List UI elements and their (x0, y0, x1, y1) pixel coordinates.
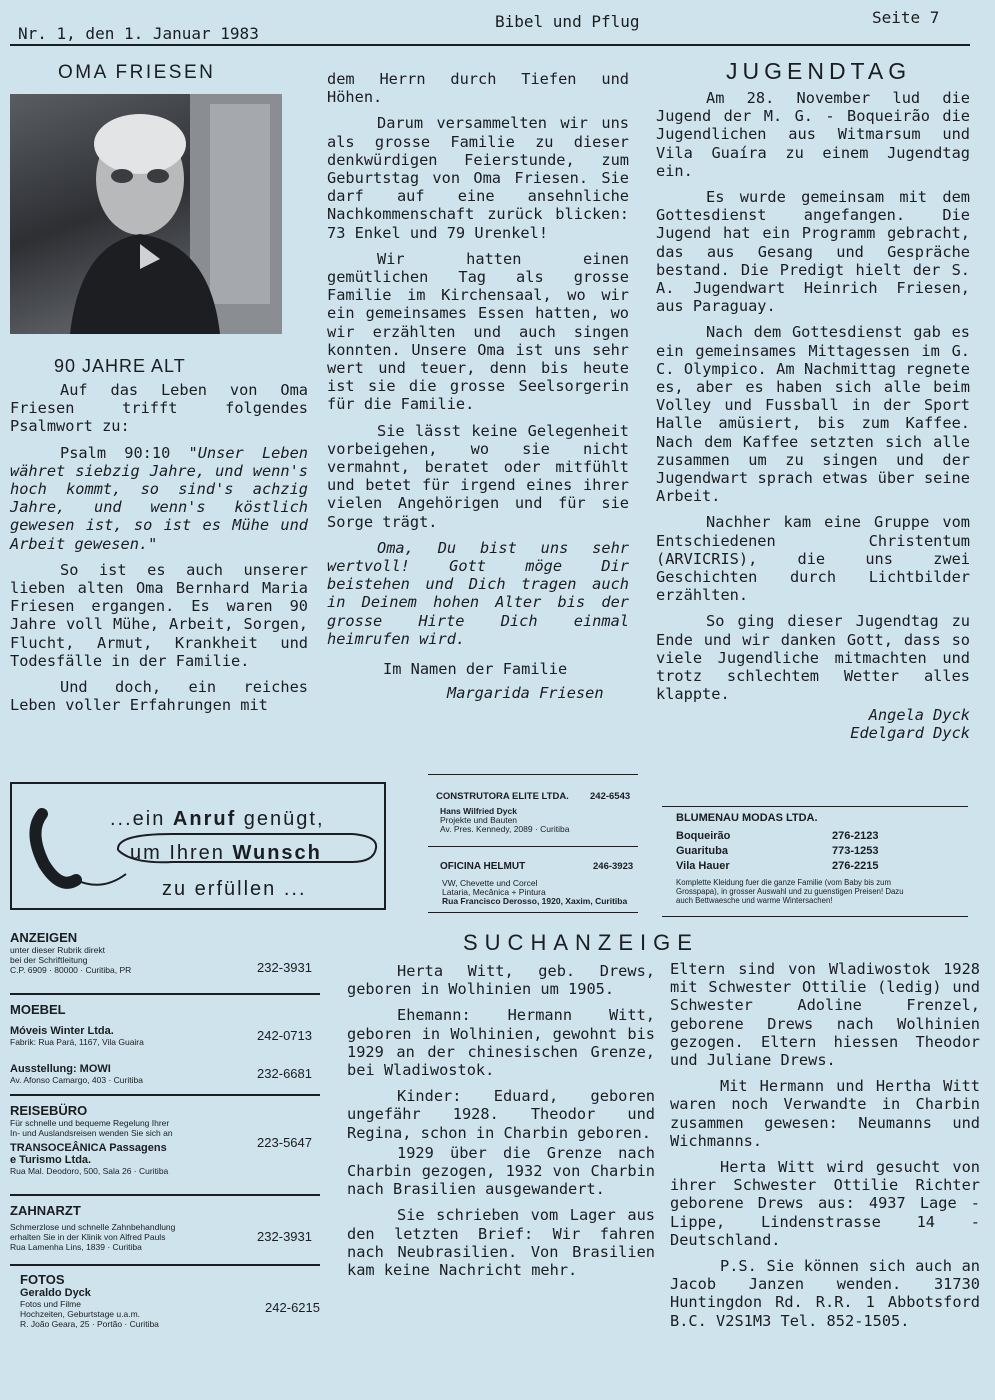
oma-column-1 (10, 62, 308, 714)
oma-column-2 (327, 70, 629, 702)
header-rule (10, 44, 970, 46)
blumenau-name: BLUMENAU MODAS LTDA. (676, 812, 818, 824)
dir-reise-title: REISEBÜRO (10, 1103, 88, 1118)
page-number: Seite 7 (872, 8, 940, 27)
construtora-mid-rule (428, 846, 638, 847)
blumenau-row-2 (676, 845, 932, 857)
oma-subheading: 90 JAHRE ALT (54, 356, 186, 376)
construtora-bottom-rule (428, 912, 638, 913)
dir-zahnarzt-title: ZAHNARZT (10, 1203, 81, 1218)
blumenau-note: Komplette Kleidung fuer die ganze Familie (vom Baby bis zum Grosspapa), in grosser Auswahl und zu guenstigen Preisen! Dazu auch Bettwaesche und warme Wintersachen! (676, 878, 904, 905)
dir-reise-name-1: TRANSOCEÂNICA Passagens (10, 1142, 167, 1154)
dir-moebel-title: MOEBEL (10, 1002, 66, 1017)
dir-reise-phone: 223-5647 (257, 1135, 312, 1150)
oma-photo (10, 94, 282, 334)
jugendtag-paragraph-2: Es wurde gemeinsam mit dem Gottesdienst angefangen. Die Jugend hat ein Programm gebracht, das aus Gesang und Gespräche bestand. Die Predigt hielt der S. A. Jugendwart Heinrich Friesen, aus Paraguay. (656, 188, 970, 316)
blumenau-place-2: Guarituba (676, 845, 728, 857)
jugendtag-paragraph-5: So ging dieser Jugendtag zu Ende und wir danken Gott, dass so viele Jugendliche mitmachten und trotz schlechtem Wetter alles klappte. (656, 612, 970, 704)
oficina-line-1: VW, Chevette und Corcel (442, 878, 538, 888)
suchanzeige-column-1 (347, 962, 655, 1281)
oma-heading: OMA FRIESEN (58, 62, 216, 83)
dir-reise (10, 1103, 320, 1203)
dir-fotos-l2: Hochzeiten, Geburtstage u.a.m. (20, 1309, 141, 1319)
blumenau-ad (662, 800, 968, 918)
anruf-line-1-c: genügt, (236, 808, 325, 830)
dir-anzeigen-title: ANZEIGEN (10, 930, 78, 945)
such-paragraph-1: Herta Witt, geb. Drews, geboren in Wolhinien um 1905. (347, 962, 655, 999)
anruf-line-1 (110, 808, 325, 831)
dir-moebel-entry-1-phone: 242-0713 (257, 1028, 312, 1043)
such-paragraph-6: Eltern sind von Wladiwostok 1928 mit Schwester Ottilie (ledig) und Schwester Adoline Frenzel, geborene Drews nach Wolhinien gezogen. Eltern hiessen Theodor und Juliane Drews. (670, 960, 980, 1070)
dir-rule-3 (10, 1194, 320, 1196)
blumenau-place-1: Boqueirão (676, 830, 731, 842)
construtora-line-2: Projekte und Bauten (440, 815, 518, 825)
dir-moebel-entry-2-address: Av. Afonso Camargo, 403 · Curitiba (10, 1075, 143, 1085)
anruf-line-2-b: Wunsch (232, 842, 322, 864)
jugendtag-paragraph-1: Am 28. November lud die Jugend der M. G. - Boqueirão die Jugendlichen aus Witmarsum und Vila Guaíra zu einem Jugendtag ein. (656, 89, 970, 180)
psalm-reference: Psalm 90:10 (60, 443, 171, 462)
jugendtag-heading: JUGENDTAG (726, 58, 912, 84)
dir-fotos-l1: Fotos und Filme (20, 1299, 81, 1309)
dir-moebel (10, 1002, 320, 1102)
construtora-name: CONSTRUTORA ELITE LTDA. (436, 791, 569, 802)
such-paragraph-8: Herta Witt wird gesucht von ihrer Schwester Ottilie Richter geborene Drews aus: 4937 Lage - Lippe, Lindenstrasse 14 - Deutschland. (670, 1158, 980, 1249)
such-paragraph-3: Kinder: Eduard, geboren ungefähr 1928. Theodor und Regina, schon in Charbin geboren. (347, 1087, 655, 1142)
oma-paragraph-8: Oma, Du bist uns sehr wertvoll! Gott möge Dir beistehen und Dich tragen auch in Deinem hohen Alter bis der grosse Hirte Dich einmal heimrufen wird. (327, 538, 629, 648)
oma-paragraph-1: Auf das Leben von Oma Friesen trifft folgendes Psalmwort zu: (10, 381, 308, 436)
anruf-line-1-a: ...ein (110, 808, 173, 830)
blumenau-row-1 (676, 830, 932, 842)
issue-date: Nr. 1, den 1. Januar 1983 (18, 24, 259, 43)
suchanzeige-column-2 (670, 960, 980, 1338)
oficina-address: Rua Francisco Derosso, 1920, Xaxim, Curitiba (442, 896, 628, 906)
dir-reise-address: Rua Mal. Deodoro, 500, Sala 26 · Curitiba (10, 1166, 169, 1176)
anruf-ad (10, 782, 386, 910)
dir-fotos-l3: R. João Geara, 25 · Portão · Curitiba (20, 1319, 159, 1329)
construtora-phone: 242-6543 (590, 791, 631, 802)
oma-paragraph-7: Sie lässt keine Gelegenheit vorbeigehen, wo sie nicht vermahnt, beratet oder mitfühlt und betet für irgend eines ihrer vielen Angehörigen und für sie Sorge trägt. (327, 421, 629, 531)
dir-moebel-entry-2-phone: 232-6681 (257, 1066, 312, 1081)
jugendtag-paragraph-4: Nachher kam eine Gruppe vom Entschiedenen Christentum (ARVICRIS), die uns zwei Geschichten durch Lichtbilder erzählten. (656, 513, 970, 605)
construtora-address: Av. Pres. Kennedy, 2089 · Curitiba (440, 824, 570, 834)
such-paragraph-7: Mit Hermann und Hertha Witt waren noch Verwandte in Charbin zusammen gewesen: Neumanns und Wichmanns. (670, 1077, 980, 1150)
dir-rule-1 (10, 993, 320, 995)
dir-moebel-entry-2-name: Ausstellung: MOWI (10, 1063, 111, 1075)
oma-paragraph-6: Wir hatten einen gemütlichen Tag als grosse Familie im Kirchensaal, wo wir ein gemeinsames Essen hatten, wo wir erzählten und auch singen konnten. Unsere Oma ist uns sehr wert und teuer, denn bis heute ist sie die grosse Seelsorgerin für die Familie. (327, 249, 629, 414)
blumenau-bottom-rule (662, 916, 968, 917)
oma-psalm (10, 444, 308, 553)
dir-rule-2 (10, 1094, 320, 1096)
anruf-line-3: zu erfüllen ... (162, 878, 307, 900)
oficina-name: OFICINA HELMUT (440, 861, 526, 872)
jugendtag-signature-2: Edelgard Dyck (850, 723, 970, 742)
dir-anzeigen-l3: C.P. 6909 · 80000 · Curitiba, PR (10, 965, 132, 975)
anruf-line-2-a: um Ihren (130, 842, 233, 864)
directory (10, 930, 320, 1342)
anruf-line-2 (130, 842, 322, 865)
dir-fotos-name: Geraldo Dyck (20, 1287, 91, 1299)
anruf-line-1-b: Anruf (172, 808, 237, 830)
jugendtag-signature-1: Angela Dyck (868, 705, 970, 724)
dir-moebel-entry-1-name: Móveis Winter Ltda. (10, 1025, 114, 1037)
oma-signature: Margarida Friesen (447, 684, 604, 703)
dir-rule-4 (10, 1264, 320, 1266)
dir-reise-l2: In- und Auslandsreisen wenden Sie sich an (10, 1128, 173, 1138)
dir-zahnarzt-phone: 232-3931 (257, 1229, 312, 1244)
oficina-phone: 246-3923 (593, 861, 634, 872)
blumenau-row-3 (676, 860, 932, 872)
construtora-top-rule (428, 774, 638, 775)
oma-paragraph-2: So ist es auch unserer lieben alten Oma Bernhard Maria Friesen ergangen. Es waren 90 Jahre voll Mühe, Arbeit, Sorgen, Flucht, Armut, Krankheit und Todesfälle in der Familie. (10, 560, 308, 670)
dir-anzeigen-l1: unter dieser Rubrik direkt (10, 945, 105, 955)
dir-fotos-phone: 242-6215 (265, 1300, 320, 1315)
suchanzeige-heading: SUCHANZEIGE (463, 930, 699, 955)
blumenau-phone-3: 276-2215 (832, 860, 879, 872)
newspaper-title: Bibel und Pflug (495, 12, 640, 31)
blumenau-phone-2: 773-1253 (832, 845, 879, 857)
oma-closing: Im Namen der Familie (383, 660, 568, 679)
dir-zahnarzt-l1: Schmerzlose und schnelle Zahnbehandlung (10, 1222, 176, 1232)
blumenau-place-3: Vila Hauer (676, 860, 730, 872)
dir-zahnarzt (10, 1203, 320, 1263)
dir-anzeigen-phone: 232-3931 (257, 960, 312, 975)
such-paragraph-5: Sie schrieben vom Lager aus den letzten Brief: Wir fahren nach Neubrasilien. Von Brasilien kam keine Nachricht mehr. (347, 1206, 655, 1280)
such-paragraph-9: P.S. Sie können sich auch an Jacob Janzen wenden. 31730 Huntingdon Rd. R.R. 1 Abbotsford B.C. V2S1M3 Tel. 852-1505. (670, 1257, 980, 1330)
jugendtag-paragraph-3: Nach dem Gottesdienst gab es ein gemeinsames Mittagessen im G. C. Olympico. Am Nachmittag regnete es, aber es haben sich alle beim Volley und Fussball in der Sport Halle amüsiert, bis zum Kaffee. Nach dem Kaffee setzten sich alle zusammen um zu singen und der Jugendwart sprach etwas über seine Arbeit. (656, 323, 970, 506)
oficina-line-2: Lataria, Mecânica + Pintura (442, 887, 546, 897)
oma-paragraph-4: dem Herrn durch Tiefen und Höhen. (327, 70, 629, 107)
blumenau-top-rule (662, 806, 968, 807)
dir-reise-name-2: e Turismo Ltda. (10, 1154, 92, 1166)
such-paragraph-4: 1929 über die Grenze nach Charbin gezogen, 1932 von Charbin nach Brasilien ausgewandert. (347, 1143, 655, 1199)
psalm-text: "Unser Leben währet siebzig Jahre, und wenn's hoch kommt, so sind's achzig Jahre, und wenn's köstlich gewesen ist, so ist es Mühe und Arbeit gewesen." (10, 443, 308, 553)
dir-moebel-entry-1-address: Fabrik: Rua Pará, 1167, Vila Guaira (10, 1037, 144, 1047)
dir-anzeigen (10, 930, 320, 990)
dir-zahnarzt-l2: erhalten Sie in der Klinik von Alfred Pauls (10, 1232, 166, 1242)
portrait-image (10, 94, 282, 334)
dir-fotos-title: FOTOS (20, 1272, 65, 1287)
oma-paragraph-5: Darum versammelten wir uns als grosse Familie zu dieser denkwürdigen Feierstunde, zum Geburtstag von Oma Friesen. Sie darf auf eine ansehnliche Nachkommenschaft zurück blicken: 73 Enkel und 79 Urenkel! (327, 114, 629, 242)
such-paragraph-2: Ehemann: Hermann Witt, geboren in Wolhinien, gewohnt bis 1929 an der chinesischen Grenze, bei Wladiwostok. (347, 1006, 655, 1080)
dir-anzeigen-l2: bei der Schriftleitung (10, 955, 88, 965)
dir-zahnarzt-l3: Rua Lamenha Lins, 1839 · Curitiba (10, 1242, 142, 1252)
blumenau-phone-1: 276-2123 (832, 830, 879, 842)
dir-reise-l1: Für schnelle und bequeme Regelung Ihrer (10, 1118, 170, 1128)
oma-paragraph-3: Und doch, ein reiches Leben voller Erfahrungen mit (10, 678, 308, 715)
jugendtag-column (656, 58, 970, 742)
construtora-owner: Hans Wilfried Dyck (440, 806, 517, 816)
dir-fotos (20, 1272, 320, 1342)
